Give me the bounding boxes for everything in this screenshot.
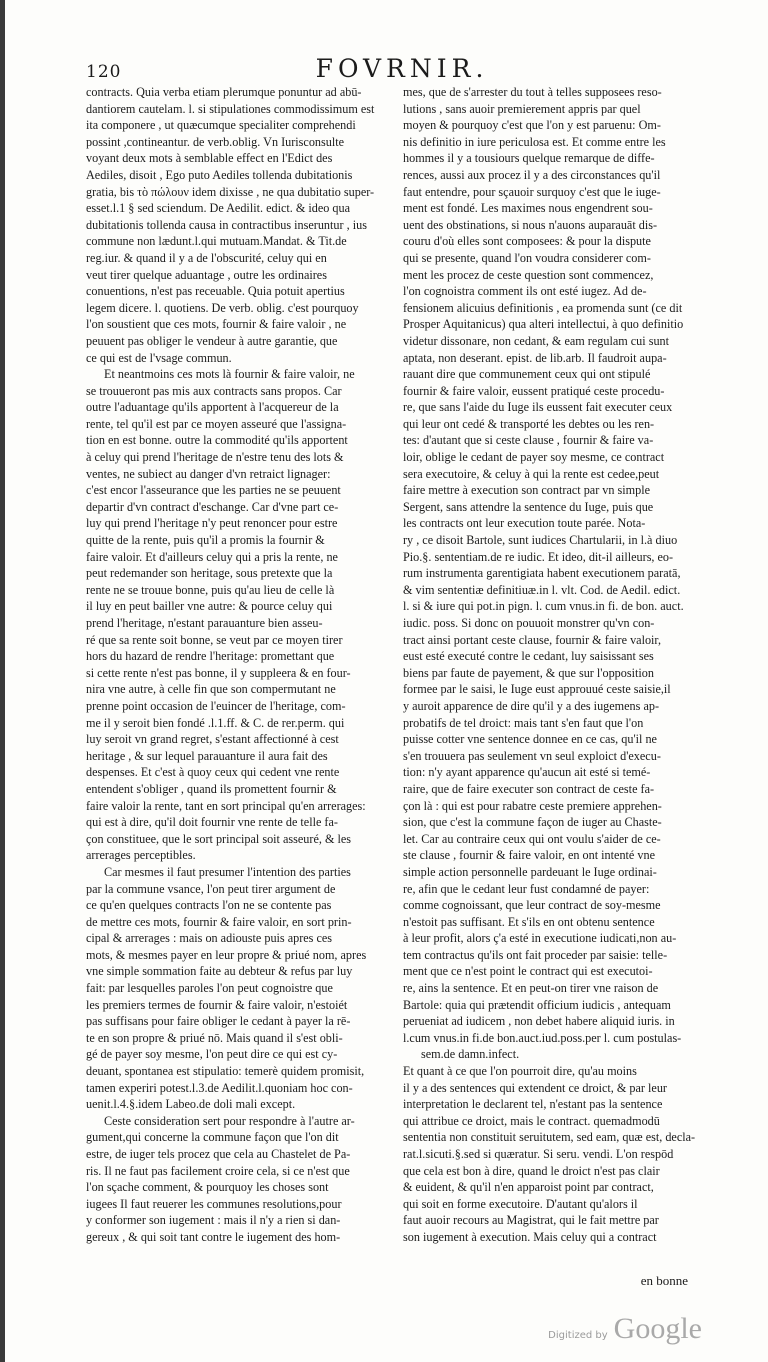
text-line: rences, aussi aux procez il y a des circonstances qu'il	[403, 167, 661, 182]
text-line: arrerages perceptibles.	[86, 848, 196, 863]
text-line: dantiorem cautelam. l. si stipulationes commodissimum est	[86, 101, 375, 116]
watermark-prefix: Digitized by	[548, 1330, 608, 1341]
text-line: ita componere , ut quæcumque specialiter comprehendi	[86, 118, 356, 133]
text-line: esset.l.1 § sed sciendum. De Aedilit. edict. & ideo qua	[86, 201, 351, 216]
text-line: l'on sçache comment, & pourquoy les choses sont	[86, 1180, 329, 1195]
text-line: te en son propre & priué nō. Mais quand il s'est obli-	[86, 1030, 343, 1045]
text-line: sera executoire, & celuy à qui la rente est cedee,peut	[403, 466, 660, 481]
text-line: ment les procez de ceste question sont commencez,	[403, 267, 654, 282]
text-line: Et neantmoins ces mots là fournir & faire valoir, ne	[104, 367, 355, 382]
text-line: biens par faute de payement, & que sur l'opposition	[403, 665, 654, 680]
text-line: çon là : qui est pour rabatre ceste premiere apprehen-	[403, 798, 662, 813]
text-line: à leur profit, alors ç'a esté in executione iudicati,non au-	[403, 931, 677, 946]
text-line: Prosper Aquitanicus) qua alteri intellectui, à quo definitio	[403, 317, 684, 332]
text-line: mes, que de s'arrester du tout à telles supposees reso-	[403, 85, 662, 99]
text-line: prend l'heritage, n'estant parauanture bien asseu-	[86, 616, 323, 630]
text-line: tes: d'autant que si ceste clause , fournir & faire va-	[403, 433, 654, 448]
right-text-column	[403, 84, 709, 1246]
text-line: fensionem alicuius definitionis , ea promenda sunt (ce dit	[403, 300, 683, 315]
text-line: à celuy qui prend l'heritage de n'estre tenu des lots &	[86, 450, 344, 465]
text-line: ce qui est de l'vsage commun.	[86, 350, 232, 365]
text-line: & euident, & qu'il n'en apparoist point par contract,	[403, 1180, 654, 1195]
text-line: ment est fondé. Les maximes nous engendrent sou-	[403, 201, 653, 216]
text-line: hors du hazard de rendre l'heritage: promettant que	[86, 649, 335, 664]
text-line: uenit.l.4.§.idem Labeo.de doli mali except.	[86, 1097, 296, 1112]
text-line: formee par le saisi, le Iuge eust approuué ceste saisie,il	[403, 682, 671, 697]
text-line: let. Car au contraire ceux qui ont voulu s'aider de ce-	[403, 831, 661, 846]
text-line: ste clause , fournir & faire valoir, en ont intenté vne	[403, 848, 655, 863]
text-line: l. si & iure qui pot.in pign. l. cum vnus.in fi. de bon. auct.	[403, 599, 684, 614]
text-line: par la commune vsance, l'on peut tirer argument de	[86, 881, 336, 896]
text-line: raire, que de faire executer son contract de ceste fa-	[403, 781, 655, 796]
text-line: Sergent, sans attendre la sentence du Iuge, puis que	[403, 499, 654, 514]
text-line: deuant, spontanea est stipulatio: temerè quidem promisit,	[86, 1064, 365, 1079]
text-line: simple action personnelle pardeuant le Iuge ordinai-	[403, 864, 657, 879]
text-line: fournir & faire valoir, eussent pratiqué ceste procedu-	[403, 383, 665, 398]
text-line: ment que ce n'est point le contract qui est executoi-	[403, 964, 653, 979]
text-line: les premiers termes de fournir & faire valoir, n'estoiét	[86, 997, 348, 1012]
text-line: gé de payer soy mesme, l'on peut dire ce qui est cy-	[86, 1047, 338, 1062]
text-line: & vim sententiæ definitiuæ.in l. vlt. Cod. de Aedil. edict.	[403, 582, 681, 597]
text-line: rente ne se trouue bonne, puis qu'au lieu de celle là	[86, 582, 335, 597]
text-line: voyant deux mots à semblable effect en l'Edict des	[86, 151, 333, 166]
text-line: ry , ce disoit Bartole, sunt iudices Chartularii, in l.à diuo	[403, 533, 678, 548]
text-line: ré que sa rente soit bonne, se veut par ce moyen tirer	[86, 632, 343, 647]
text-line: rauant dire que communement ceux qui ont stipulé	[403, 367, 651, 382]
text-line: les contracts ont leur execution toute parée. Nota-	[403, 516, 646, 531]
text-line: probatifs de tel droict: mais tant s'en faut que l'on	[403, 715, 644, 730]
google-watermark	[548, 1312, 702, 1346]
text-line: tion en est bonne. outre la commodité qu'ils apportent	[86, 433, 348, 448]
text-line: si cette rente n'est pas bonne, il y suppleera & en four-	[86, 665, 351, 680]
text-line: gument,qui concerne la commune façon que l'on dit	[86, 1130, 339, 1145]
text-line: loir, oblige le cedant de payer soy mesme, ce contract	[403, 450, 665, 465]
text-line: de mettre ces mots, fournir & faire valoir, en sort prin-	[86, 914, 352, 929]
catchword: en bonne	[640, 1273, 688, 1288]
text-line: rente, tel qu'il est par ce moyen asseuré que l'assigna-	[86, 416, 347, 431]
text-line: l'on soustient que ces mots, fournir & faire valoir , ne	[86, 317, 347, 332]
text-line: eust esté executé contre le cedant, luy saisissant ses	[403, 649, 654, 664]
text-line: il luy en peut bailler vne autre: & pource celuy qui	[86, 599, 333, 614]
page-header	[82, 50, 722, 84]
text-line: dubitationis tollenda causa in contractibus inseruntur , ius	[86, 217, 367, 232]
text-line: conuentions, n'est pas receuable. Quia potuit apertius	[86, 284, 345, 299]
text-line: se trouueront pas mis aux contracts sans propos. Car	[86, 383, 342, 398]
text-line: peuuent pas obliger le vendeur à autre garantie, que	[86, 333, 338, 348]
text-line: reg.iur. & quand il y a de l'obscurité, celuy qui en	[86, 250, 327, 265]
text-line: videtur dissonare, non cedant, & eam regulam cui sunt	[403, 333, 670, 348]
text-line: Et quant à ce que l'on pourroit dire, qu'au moins	[403, 1064, 637, 1079]
text-line: ventes, ne subiect au danger d'vn retraict lignager:	[86, 466, 331, 481]
text-line: qui est à dire, qu'il doit fournir vne rente de telle fa-	[86, 815, 338, 830]
left-text-column	[86, 84, 392, 1246]
text-line: cipal & arrerages : mais on adiouste puis apres ces	[86, 931, 333, 946]
text-line: re, afin que le cedant leur fust condamné de payer:	[403, 881, 650, 896]
text-line: contracts. Quia verba etiam plerumque ponuntur ad abū-	[86, 85, 362, 99]
text-line: fait: par lesquelles paroles l'on peut cognoistre que	[86, 981, 333, 996]
text-line: que cela est bon à dire, quand le droict n'est pas clair	[403, 1163, 660, 1178]
text-line: tract ainsi portant ceste clause, fournir & faire valoir,	[403, 632, 662, 647]
text-line: hommes il y a tousiours quelque remarque de diffe-	[403, 151, 655, 166]
text-line: lutions , sans auoir premierement appris par quel	[403, 101, 641, 116]
text-line: luy seroit vn grand regret, s'estant affectionné à cest	[86, 732, 339, 747]
text-line: qui soit en forme executoire. D'autant qu'alors il	[403, 1196, 638, 1211]
text-line: estre, de iuger tels procez que cela au Chastelet de Pa-	[86, 1147, 351, 1161]
text-line: l.cum vnus.in fi.de bon.auct.iud.poss.per l. cum postulas-	[403, 1030, 682, 1045]
text-line: sententia non constituit seruitutem, sed eam, quæ est, decla-	[403, 1130, 696, 1145]
text-line: re, que sans l'aide du Iuge ils eussent fait executer ceux	[403, 400, 673, 415]
text-line: nira vne autre, à celle fin que son compermutant ne	[86, 682, 336, 697]
text-line: interpretation le declarent tel, n'estant pas la sentence	[403, 1097, 663, 1112]
text-line: peut redemander son heritage, sous pretexte que la	[86, 566, 333, 581]
text-line: qui attribue ce droict, mais le contract. quemadmodū	[403, 1113, 660, 1128]
text-line: quitte de la rente, puis qu'il a promis la fournir &	[86, 533, 325, 548]
text-line: faire valoir la rente, tant en sort principal qu'en arrerages:	[86, 798, 366, 813]
text-line: me il y seroit bien fondé .l.1.ff. & C. de rer.perm. qui	[86, 715, 345, 730]
text-line: mots, & mesmes payer en leur propre & priué nom, apres	[86, 947, 367, 962]
text-line: perueniat ad iudicem , non debet habere aliquid iuris. in	[403, 1014, 675, 1029]
text-line: nis definitio in iure periculosa est. Et comme entre les	[403, 134, 666, 149]
text-line: prenne point occasion de l'euincer de l'heritage, com-	[86, 698, 346, 713]
text-line: departir d'vn contract d'eschange. Car d'vne part ce-	[86, 499, 339, 514]
text-line: faire mettre à execution son contract par vn simple	[403, 483, 651, 498]
text-line: l'on cognoistra comment ils ont esté iugez. Ad de-	[403, 284, 647, 299]
text-line: qui leur ont cedé & transporté les debtes ou les ren-	[403, 416, 655, 431]
text-line: puisse cotter vne sentence donnee en ce cas, qu'il ne	[403, 732, 657, 747]
page-number: 120	[86, 62, 122, 82]
text-line: tamen experiri potest.l.3.de Aedilit.l.quoniam hoc con-	[86, 1080, 353, 1095]
text-line: pas suffisans pour faire obliger le cedant à payer la rē-	[86, 1014, 351, 1029]
text-line: rat.l.sicuti.§.sed si quæratur. Si seru. vendi. L'on respōd	[403, 1147, 674, 1161]
text-line: s'en trouuera pas seulement vn seul exploict d'execu-	[403, 748, 661, 763]
running-head: FOVRNIR.	[315, 54, 489, 83]
text-line: veut tirer quelque aduantage , outre les ordinaires	[86, 267, 327, 282]
text-line: faut auoir recours au Magistrat, qui le fait mettre par	[403, 1213, 659, 1228]
text-line: çon constituee, que le sort principal soit asseuré, & les	[86, 831, 352, 846]
text-line: uent des obstinations, si nous n'auons auparauāt dis-	[403, 217, 658, 232]
text-line: legem dicere. l. quotiens. De verb. oblig. c'est pourquoy	[86, 300, 359, 315]
text-line: faire valoir. Et d'ailleurs celuy qui a pris la rente, ne	[86, 549, 338, 564]
text-line: couru d'où elles sont composees: & pour la dispute	[403, 234, 651, 249]
text-line: gereux , & qui soit tant contre le iugement des hom-	[86, 1229, 341, 1244]
text-line: y conformer son iugement : mais il n'y a rien si dan-	[86, 1213, 341, 1228]
text-line: iudic. poss. Si donc on pouuoit monstrer qu'vn con-	[403, 616, 655, 630]
text-line: outre l'aduantage qu'ils apportent à l'acquereur de la	[86, 400, 339, 415]
text-line: n'estoit pas suffisant. Et s'ils en ont obtenu sentence	[403, 914, 655, 929]
text-line: entendent s'obliger , quand ils promettent fournir &	[86, 781, 337, 796]
text-line: c'est encor l'asseurance que les parties ne se peuuent	[86, 483, 341, 498]
text-line: ris. Il ne faut pas facilement croire cela, si ce n'est que	[86, 1163, 350, 1178]
text-line: moyen & pourquoy c'est que l'on y est paruenu: Om-	[403, 118, 661, 133]
text-line: Ceste consideration sert pour respondre à l'autre ar-	[104, 1113, 355, 1128]
text-line: gratia, bis τὸ πώλουν idem dixisse , ne qua dubitatio super-	[86, 184, 375, 199]
text-line: sion, que c'est la commune façon de iuger au Chaste-	[403, 815, 662, 830]
text-line: Pio.§. sententiam.de re iudic. Et ideo, dit-il ailleurs, eo-	[403, 549, 674, 564]
text-line: y auroit apparence de dire qu'il y a des iugemens ap-	[403, 698, 660, 713]
text-line: luy qui prend l'heritage n'y peut renoncer pour estre	[86, 516, 338, 531]
text-line: aptata, non deserant. epist. de lib.arb. Il faudroit aupa-	[403, 350, 667, 365]
text-line: commune non lædunt.l.qui mutuam.Mandat. & Tit.de	[86, 234, 347, 249]
text-line: tem contractus qu'ils ont fait proceder par saisie: telle-	[403, 947, 668, 962]
text-line: heritage , & sur lequel parauanture il aura fait des	[86, 748, 328, 763]
text-line: qui se presente, quand l'on voudra considerer com-	[403, 250, 651, 265]
text-line: despenses. Et c'est à quoy ceux qui cedent vne rente	[86, 765, 340, 780]
text-line: faut entendre, pour sçauoir surquoy c'est que le iuge-	[403, 184, 661, 199]
text-line: il y a des sentences qui extendent ce droict, & par leur	[403, 1080, 667, 1095]
text-line: tion: n'y ayant apparence qu'aucun ait esté si temé-	[403, 765, 651, 780]
text-line: rum instrumenta garentigiata habent executionem paratā,	[403, 566, 681, 581]
google-logo: Google	[613, 1312, 702, 1345]
text-line: re, ains la sentence. Et en peut-on tirer vne raison de	[403, 981, 659, 996]
text-line: vne simple sommation faite au debteur & refus par luy	[86, 964, 353, 979]
text-line: iugees Il faut reuerer les communes resolutions,pour	[86, 1196, 342, 1211]
text-line: Bartole: quia qui prætendit officium iudicis , antequam	[403, 997, 671, 1012]
text-line: son iugement à execution. Mais celuy qui a contract	[403, 1229, 657, 1244]
text-line: comme cognoissant, que leur contract de soy-mesme	[403, 898, 661, 913]
text-line: Aediles, disoit , Ego puto Aediles tollenda dubitationis	[86, 167, 353, 182]
page-edge-shadow	[0, 0, 5, 1362]
text-line: Car mesmes il faut presumer l'intention des parties	[104, 864, 351, 879]
text-line: ce qu'en quelques contracts l'on ne se contente pas	[86, 898, 332, 913]
text-line: possint ,contineantur. de verb.oblig. Vn Iurisconsulte	[86, 134, 345, 149]
text-line: sem.de damn.infect.	[421, 1047, 520, 1062]
